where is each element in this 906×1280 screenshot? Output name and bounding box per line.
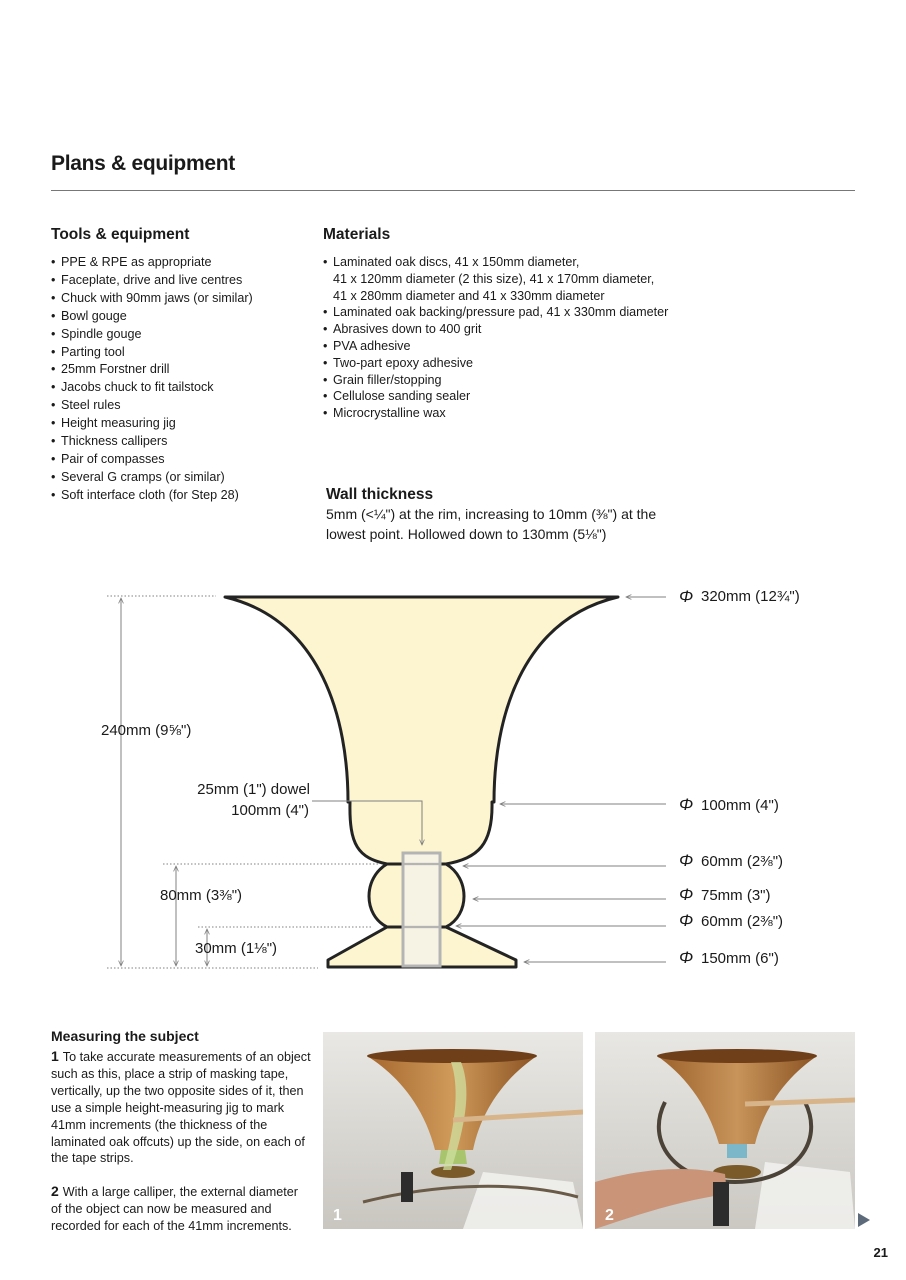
wall-thickness-heading: Wall thickness — [326, 486, 434, 503]
diameter-knop-label: 75mm (3") — [701, 887, 771, 904]
materials-item: • Laminated oak backing/pressure pad, 41 x 330mm diameter — [323, 304, 683, 321]
materials-line: 41 x 280mm diameter and 41 x 330mm diameter — [333, 288, 605, 303]
page-title: Plans & equipment — [51, 152, 235, 175]
tools-item: • Thickness callipers — [51, 433, 311, 451]
materials-item: • Grain filler/stopping — [323, 372, 683, 389]
diameter-stem-label: 100mm (4") — [701, 797, 779, 814]
tools-item: • Bowl gouge — [51, 308, 311, 326]
tools-item: • Parting tool — [51, 344, 311, 362]
photo-2-image — [595, 1032, 855, 1229]
diameter-icon: Φ — [679, 795, 694, 814]
measuring-step — [51, 1183, 311, 1235]
tools-item: • Steel rules — [51, 397, 311, 415]
page-number: 21 — [873, 1245, 888, 1260]
materials-list — [323, 254, 683, 422]
step-text: With a large calliper, the external diameter of the object can now be measured and recorded for each of the 41mm increments. — [51, 1185, 298, 1234]
measuring-step — [51, 1048, 311, 1167]
photo-2 — [595, 1032, 855, 1229]
diameter-neck-label: 60mm (2⅜") — [701, 853, 784, 870]
height-base-label: 30mm (1⅛") — [195, 940, 278, 957]
diameter-icon: Φ — [679, 948, 694, 967]
diameter-rim-label: 320mm (12¾") — [701, 588, 800, 605]
measuring-steps — [51, 1048, 311, 1251]
tools-item: • Jacobs chuck to fit tailstock — [51, 379, 311, 397]
materials-item — [323, 254, 683, 304]
tools-item: • PPE & RPE as appropriate — [51, 254, 311, 272]
tools-item: • 25mm Forstner drill — [51, 361, 311, 379]
wall-thickness-text: 5mm (<¼") at the rim, increasing to 10mm (⅜") at the lowest point. Hollowed down to 130mm (5⅛") — [326, 506, 657, 542]
title-divider — [51, 190, 855, 191]
photo-1-label: 1 — [333, 1207, 342, 1224]
materials-item: • Cellulose sanding sealer — [323, 388, 683, 405]
height-total-label: 240mm (9⅝") — [101, 722, 192, 739]
dowel-length-label: 100mm (4") — [231, 802, 309, 819]
dowel-shape — [403, 853, 440, 966]
diameter-icon: Φ — [679, 851, 694, 870]
materials-heading: Materials — [323, 226, 391, 243]
urn-diagram — [0, 560, 906, 990]
tools-heading: Tools & equipment — [51, 226, 190, 243]
materials-item: • Microcrystalline wax — [323, 405, 683, 422]
diameter-icon: Φ — [679, 911, 694, 930]
next-page-arrow-icon[interactable] — [858, 1213, 870, 1227]
tools-item: • Spindle gouge — [51, 326, 311, 344]
diameter-icon: Φ — [679, 885, 694, 904]
tools-item: • Several G cramps (or similar) — [51, 469, 311, 487]
tools-item: • Height measuring jig — [51, 415, 311, 433]
height-lower-label: 80mm (3⅜") — [160, 887, 243, 904]
tools-item: • Soft interface cloth (for Step 28) — [51, 487, 311, 505]
photo-2-label: 2 — [605, 1207, 614, 1224]
photo-1-image — [323, 1032, 583, 1229]
materials-item: • Two-part epoxy adhesive — [323, 355, 683, 372]
tools-item: • Chuck with 90mm jaws (or similar) — [51, 290, 311, 308]
materials-item: • Abrasives down to 400 grit — [323, 321, 683, 338]
materials-line: • Laminated oak discs, 41 x 150mm diameter, — [333, 255, 580, 269]
step-number: 1 — [51, 1048, 59, 1064]
photo-1 — [323, 1032, 583, 1229]
dowel-label: 25mm (1") dowel — [197, 781, 310, 798]
measuring-heading: Measuring the subject — [51, 1028, 199, 1044]
tools-item: • Pair of compasses — [51, 451, 311, 469]
diameter-lower-neck-label: 60mm (2⅜") — [701, 913, 784, 930]
materials-line: 41 x 120mm diameter (2 this size), 41 x 170mm diameter, — [333, 271, 655, 286]
step-text: To take accurate measurements of an object such as this, place a strip of masking tape, vertically, up the two opposite sides of it, then use a simple height-measuring jig to mark 41mm increments (the thickness of the laminated oak offcuts) up the side, on each of the tape strips. — [51, 1050, 311, 1166]
tools-item: • Faceplate, drive and live centres — [51, 272, 311, 290]
tools-list — [51, 254, 311, 505]
diameter-icon: Φ — [679, 587, 694, 606]
step-number: 2 — [51, 1183, 59, 1200]
diameter-foot-label: 150mm (6") — [701, 950, 779, 967]
materials-item: • PVA adhesive — [323, 338, 683, 355]
